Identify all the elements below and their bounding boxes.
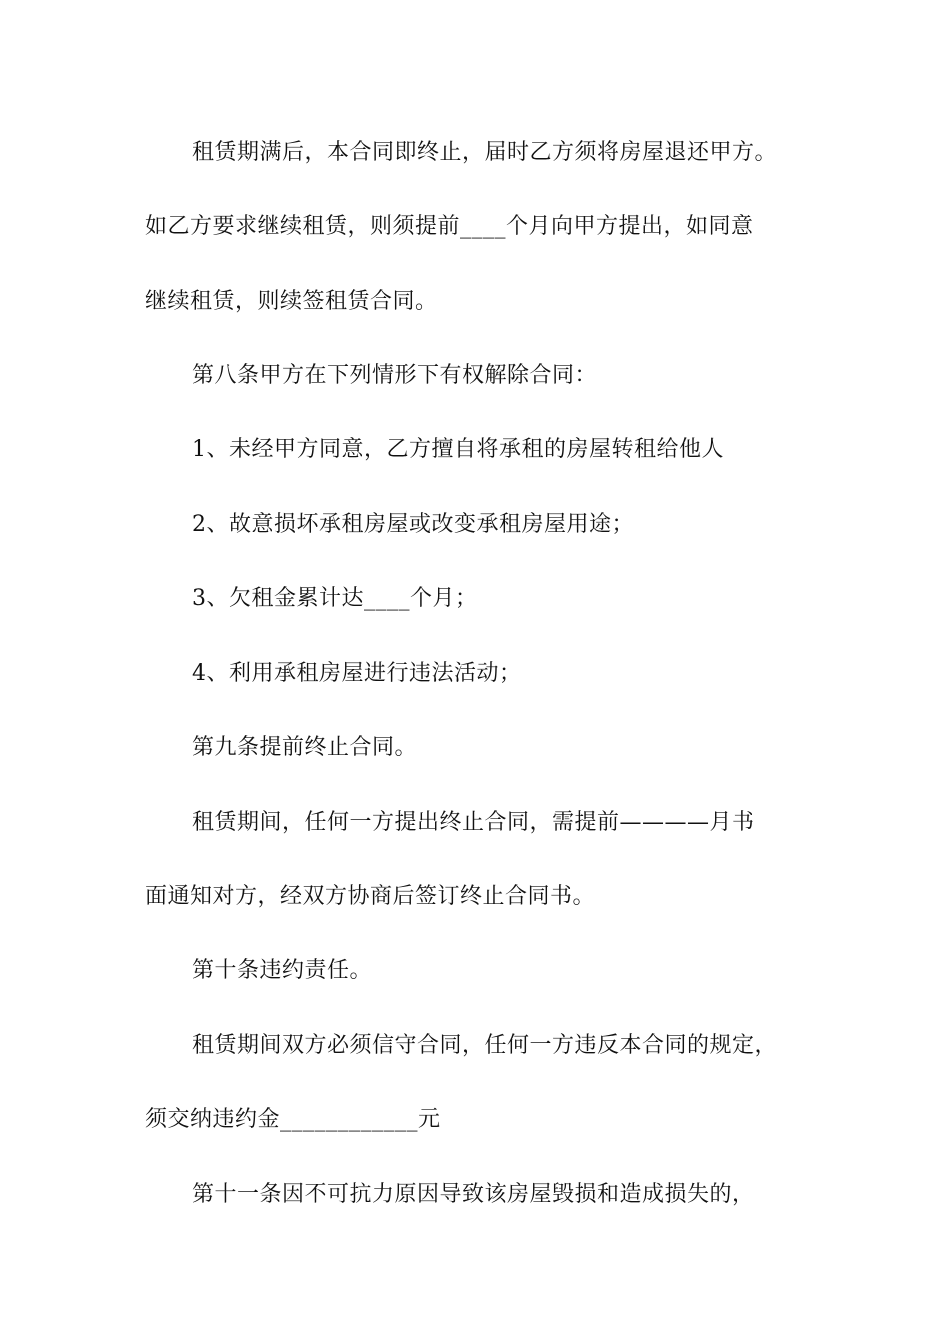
list-item-1: 1、未经甲方同意，乙方擅自将承租的房屋转租给他人 xyxy=(192,437,724,462)
list-item-3: 3、欠租金累计达____个月； xyxy=(192,586,478,611)
list-item-2: 2、故意损坏承租房屋或改变承租房屋用途； xyxy=(192,512,634,537)
article-9-heading: 第九条提前终止合同。 xyxy=(192,735,418,760)
paragraph-line-14: 须交纳违约金____________元 xyxy=(145,1107,441,1132)
list-item-4: 4、利用承租房屋进行违法活动； xyxy=(192,661,522,686)
article-11-heading: 第十一条因不可抗力原因导致该房屋毁损和造成损失的， xyxy=(192,1182,755,1207)
paragraph-line-13: 租赁期间双方必须信守合同，任何一方违反本合同的规定， xyxy=(192,1033,778,1058)
article-8-heading: 第八条甲方在下列情形下有权解除合同： xyxy=(192,363,598,388)
article-10-heading: 第十条违约责任。 xyxy=(192,958,373,983)
paragraph-line-3: 继续租赁，则续签租赁合同。 xyxy=(145,289,438,314)
paragraph-line-2: 如乙方要求继续租赁，则须提前____个月向甲方提出，如同意 xyxy=(145,214,754,239)
paragraph-line-11: 面通知对方，经双方协商后签订终止合同书。 xyxy=(145,884,596,909)
paragraph-line-1: 租赁期满后，本合同即终止，届时乙方须将房屋退还甲方。 xyxy=(192,140,778,165)
paragraph-line-10: 租赁期间，任何一方提出终止合同，需提前————月书 xyxy=(192,810,755,835)
